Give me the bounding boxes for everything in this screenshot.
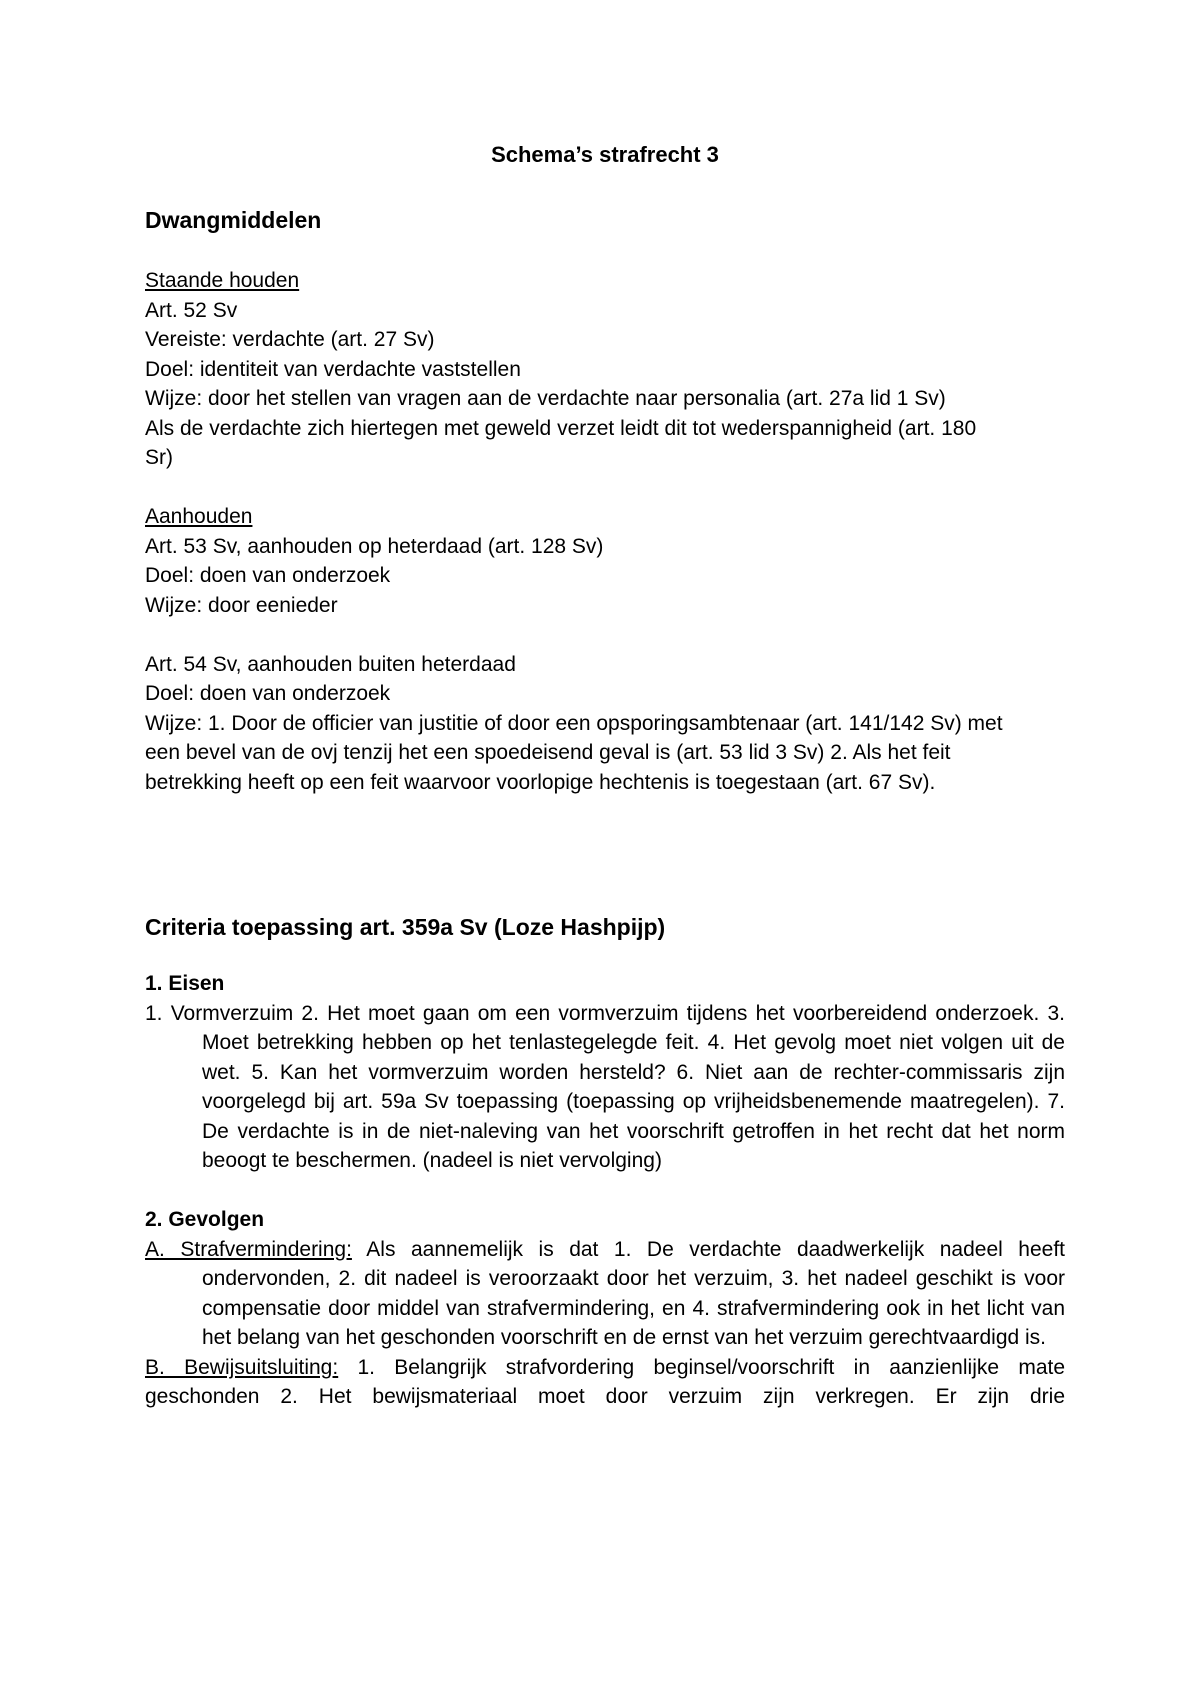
- text-line: Wijze: 1. Door de officier van justitie of door een opsporingsambtenaar (art. 141/142 Sv) met: [145, 711, 1003, 735]
- heading-gevolgen: 2. Gevolgen: [145, 1208, 265, 1231]
- subheading-aanhouden: Aanhouden: [145, 505, 253, 528]
- heading-dwangmiddelen: Dwangmiddelen: [145, 207, 322, 233]
- text-line: Wijze: door eenieder: [145, 593, 338, 617]
- bewijsuitsluiting-label: B. Bewijsuitsluiting:: [145, 1355, 339, 1379]
- text-line: Als de verdachte zich hiertegen met geweld verzet leidt dit tot wederspannigheid (art. 180: [145, 416, 977, 440]
- subheading-staande-houden: Staande houden: [145, 269, 300, 292]
- page-title: Schema’s strafrecht 3: [491, 142, 719, 167]
- text-line: een bevel van de ovj tenzij het een spoedeisend geval is (art. 53 lid 3 Sv) 2. Als het feit: [145, 741, 951, 764]
- bewijsuitsluiting-text: 1. Belangrijk strafvordering beginsel/voorschrift in aanzienlijke mate geschonden 2. Het bewijsmateriaal moet door verzuim zijn verkregen. Er zijn drie: [145, 1355, 1066, 1408]
- text-line: Doel: doen van onderzoek: [145, 564, 391, 587]
- text-line: Doel: doen van onderzoek: [145, 682, 391, 705]
- text-line: Doel: identiteit van verdachte vaststellen: [145, 357, 521, 381]
- heading-eisen: 1. Eisen: [145, 972, 225, 995]
- heading-criteria: Criteria toepassing art. 359a Sv (Loze Hashpijp): [145, 914, 666, 940]
- eisen-paragraph: 1. Vormverzuim 2. Het moet gaan om een vormverzuim tijdens het voorbereidend onderzoek. 3. Moet betrekking hebben op het tenlastegelegde feit. 4. Het gevolg moet niet volgen uit de wet. 5. Kan het vormverzuim worden hersteld? 6. Niet aan de rechter-commissaris zijn voorgelegd bij art. 59a Sv toepassing (toepassing op vrijheidsbenemende maatregelen). 7. De verdachte is in de niet-naleving van het voorschrift getroffen in het recht dat het norm beoogt te beschermen. (nadeel is niet vervolging): [145, 1001, 1065, 1172]
- document-content: [145, 140, 1065, 1412]
- strafvermindering-text: Als aannemelijk is dat 1. De verdachte daadwerkelijk nadeel heeft ondervonden, 2. dit nadeel is veroorzaakt door het verzuim, 3. het nadeel geschikt is voor compensatie door middel van strafvermindering, en 4. strafvermindering ook in het licht van het belang van het geschonden voorschrift en de ernst van het verzuim gerechtvaardigd is.: [202, 1237, 1066, 1349]
- text-line: Art. 52 Sv: [145, 298, 238, 322]
- strafvermindering-label: A. Strafvermindering:: [145, 1237, 352, 1261]
- text-line: Sr): [145, 446, 173, 469]
- text-line: Vereiste: verdachte (art. 27 Sv): [145, 328, 435, 351]
- text-line: Art. 54 Sv, aanhouden buiten heterdaad: [145, 652, 516, 676]
- bewijsuitsluiting-paragraph: [145, 1353, 1065, 1412]
- text-line: betrekking heeft op een feit waarvoor voorlopige hechtenis is toegestaan (art. 67 Sv).: [145, 770, 936, 794]
- strafvermindering-paragraph: [145, 1235, 1065, 1353]
- text-line: Wijze: door het stellen van vragen aan de verdachte naar personalia (art. 27a lid 1 Sv): [145, 387, 946, 410]
- text-line: Art. 53 Sv, aanhouden op heterdaad (art. 128 Sv): [145, 534, 604, 558]
